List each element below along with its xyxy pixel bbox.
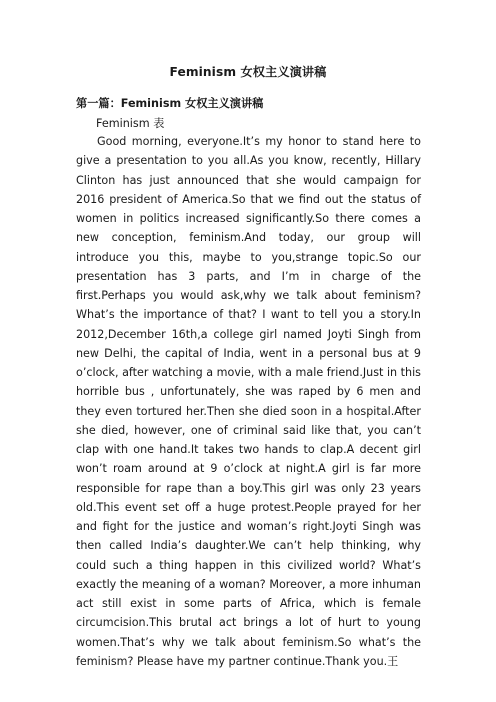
document-title: Feminism 女权主义演讲稿 [169, 65, 327, 79]
section-heading: 第一篇：Feminism 女权主义演讲稿 [76, 97, 264, 110]
speech-body-paragraph: Good morning, everyone.It’s my honor to stand here to give a presentation to you all.As you know, recently, Hillary Clinton has just announced that she would campaign for 2016 president of America.So that we find out the status of women in politics increased significantly.So there comes a new conception, feminism.And today, our group will introduce you this, maybe to you,strange topic.So our presentation has 3 parts, and I’m in charge of the first.Perhaps you would ask,why we talk about feminism? What’s the importance of that? I want to tell you a story.In 2012,December 16th,a college girl named Joyti Singh from new Delhi, the capital of India, went in a personal bus at 9 o’clock, after watching a movie, with a male friend.Just in this horrible bus , unfortunately, she was raped by 6 men and they even tortured her.Then she died soon in a hospital.After she died, however, one of criminal said like that, you can’t clap with one hand.It takes two hands to clap.A decent girl won’t roam around at 9 o’clock at night.A girl is far more responsible for rape than a boy.This girl was only 23 years old.This event set off a huge protest.People prayed for her and fight for the justice and woman’s right.Joyti Singh was then called India’s daughter.We can’t help thinking, why could such a thing happen in this civilized world? What’s exactly the meaning of a woman? Moreover, a more inhuman act still exist in some parts of Africa, which is female circumcision.This brutal act brings a lot of hurt to young women.That’s why we talk about feminism.So what’s the feminism? Please have my partner continue.Thank you.王 [76, 135, 421, 668]
speech-subtitle: Feminism 表 [96, 117, 165, 130]
